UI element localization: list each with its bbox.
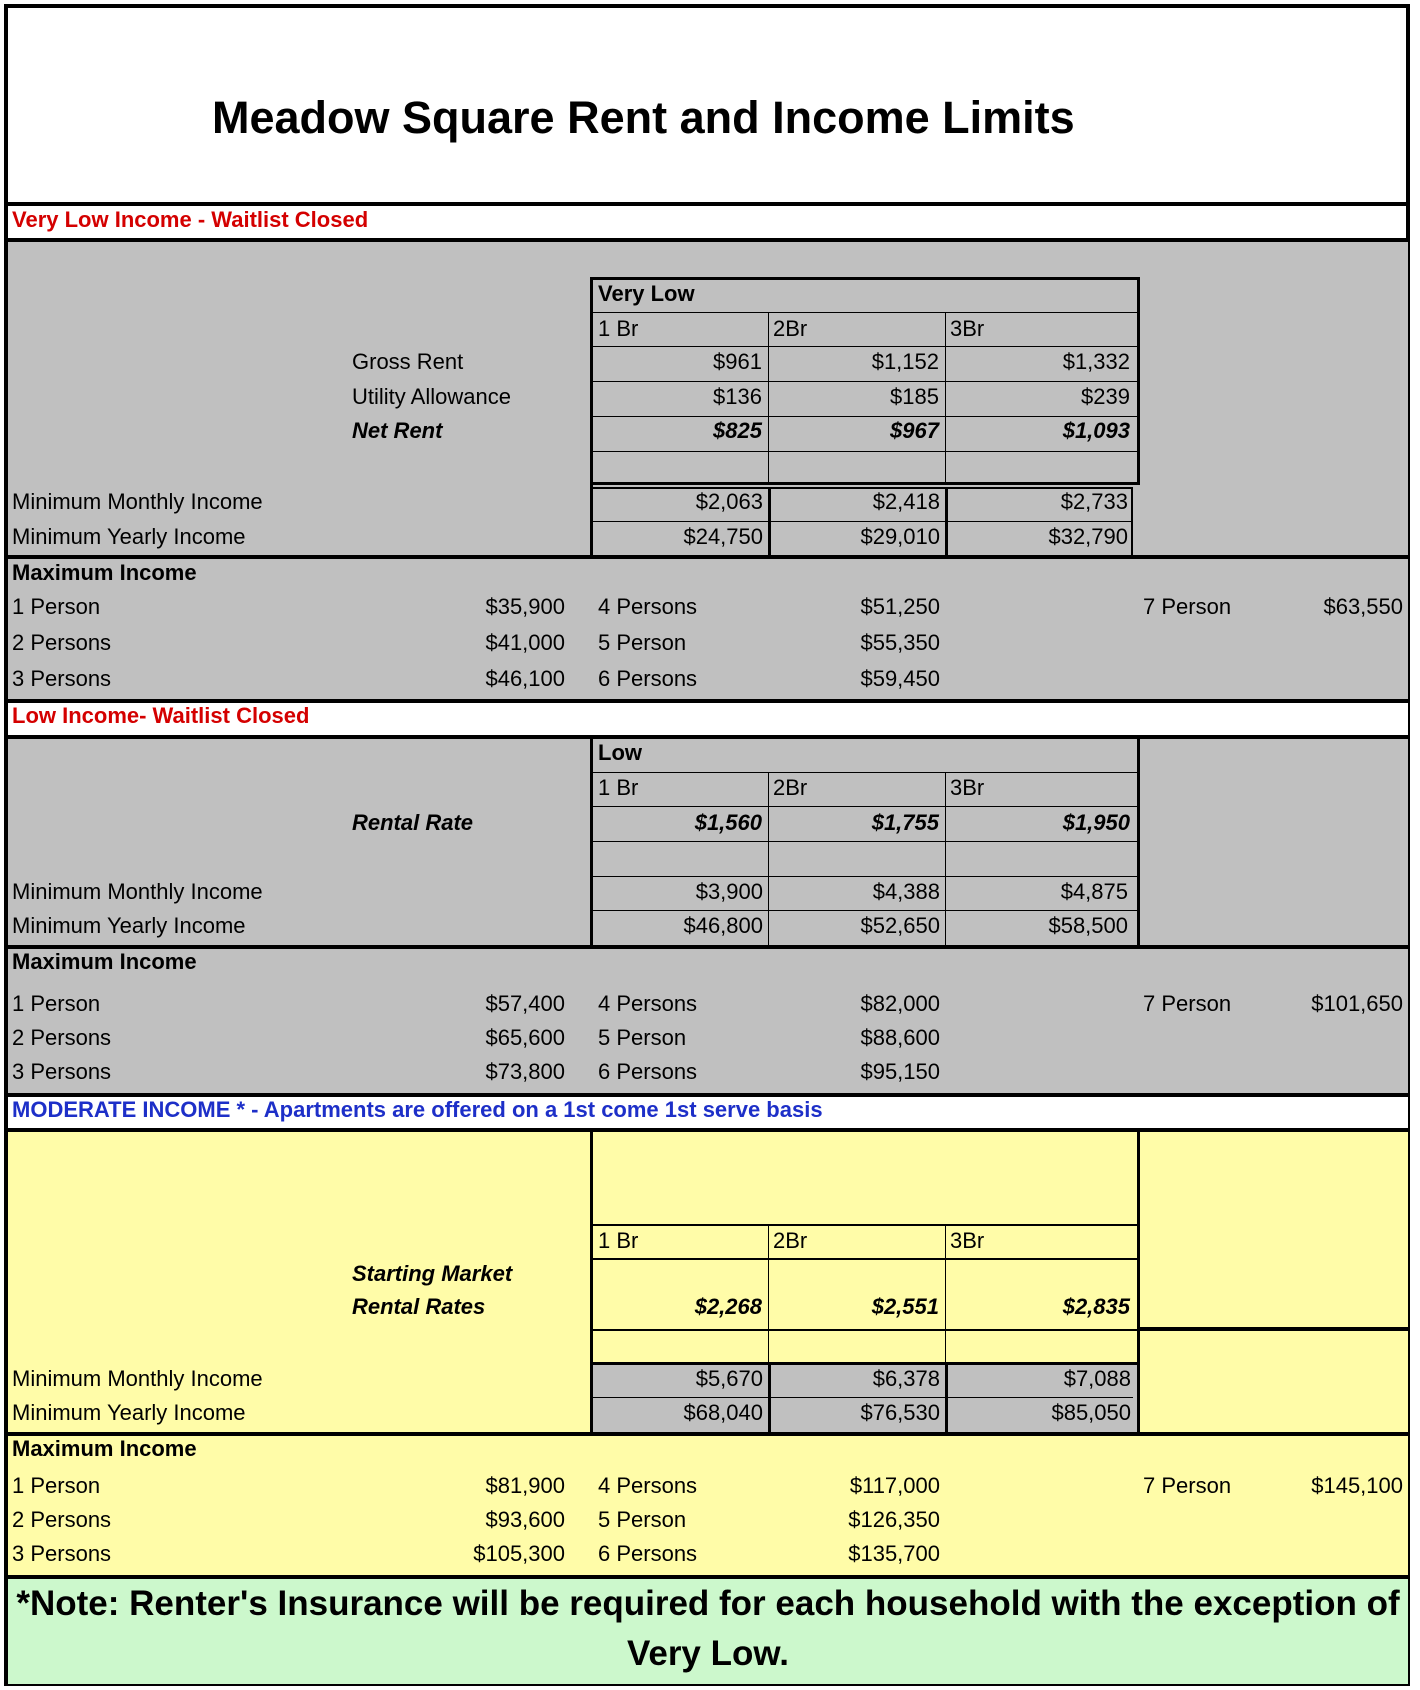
note-line-1: *Note: Renter's Insurance will be required for each household with the exception of [16,1584,1400,1623]
low-col-2br: 2Br [773,775,808,800]
very-low-col-1br: 1 Br [598,316,639,341]
very-low-col-2br: 2Br [773,316,808,341]
net-rent-label: Net Rent [352,418,443,443]
low-min-yearly-2br: $52,650 [860,913,940,938]
low-person-2-label: 2 Persons [12,1025,112,1050]
utility-3br: $239 [1081,384,1130,409]
gross-rent-1br: $961 [713,349,762,374]
moderate-min-yearly-2br: $76,530 [860,1400,940,1425]
mod-person-6-label: 6 Persons [598,1541,698,1566]
vl-person-4-value: $51,250 [860,594,940,619]
low-person-1-value: $57,400 [485,991,565,1016]
net-rent-1br: $825 [713,418,762,443]
vl-person-2-label: 2 Persons [12,630,112,655]
moderate-min-yearly-1br: $68,040 [683,1400,763,1425]
utility-2br: $185 [890,384,939,409]
moderate-min-monthly-1br: $5,670 [695,1366,763,1391]
vl-person-7-label: 7 Person [1143,594,1232,619]
low-col-1br: 1 Br [598,775,639,800]
low-min-yearly-label: Minimum Yearly Income [12,913,246,938]
moderate-col-1br: 1 Br [598,1228,639,1253]
mod-person-3-value: $105,300 [473,1541,565,1566]
low-min-monthly-2br: $4,388 [872,879,940,904]
very-low-banner: Very Low Income - Waitlist Closed [12,207,369,232]
low-min-monthly-3br: $4,875 [1060,879,1128,904]
mod-person-4-label: 4 Persons [598,1473,698,1498]
very-low-min-yearly-label: Minimum Yearly Income [12,524,246,549]
mod-person-6-value: $135,700 [848,1541,940,1566]
low-person-2-value: $65,600 [485,1025,565,1050]
gross-rent-label: Gross Rent [352,349,464,374]
utility-1br: $136 [713,384,762,409]
mod-person-3-label: 3 Persons [12,1541,112,1566]
mod-person-1-value: $81,900 [485,1473,565,1498]
low-person-7-label: 7 Person [1143,991,1232,1016]
moderate-min-yearly-3br: $85,050 [1051,1400,1131,1425]
mod-person-5-label: 5 Person [598,1507,687,1532]
vl-person-1-label: 1 Person [12,594,101,619]
low-person-3-label: 3 Persons [12,1059,112,1084]
starting-market-label: Starting Market [352,1261,513,1286]
vl-person-7-value: $63,550 [1323,594,1403,619]
vl-person-1-value: $35,900 [485,594,565,619]
low-rental-rate-1br: $1,560 [694,810,762,835]
moderate-col-3br: 3Br [950,1228,985,1253]
moderate-min-monthly-3br: $7,088 [1063,1366,1131,1391]
low-person-5-label: 5 Person [598,1025,687,1050]
note-line-2: Very Low. [626,1634,790,1673]
low-min-yearly-1br: $46,800 [683,913,763,938]
mod-person-1-label: 1 Person [12,1473,101,1498]
gross-rent-2br: $1,152 [871,349,939,374]
low-min-monthly-1br: $3,900 [695,879,763,904]
very-low-max-income-label: Maximum Income [12,560,197,585]
utility-allowance-label: Utility Allowance [352,384,511,409]
mod-person-2-label: 2 Persons [12,1507,112,1532]
low-min-yearly-3br: $58,500 [1048,913,1128,938]
moderate-rental-rate-2br: $2,551 [871,1294,939,1319]
very-low-min-monthly-label: Minimum Monthly Income [12,489,263,514]
vl-person-5-label: 5 Person [598,630,687,655]
low-table-header: Low [598,740,642,765]
moderate-max-income-section [8,1436,1408,1575]
low-banner: Low Income- Waitlist Closed [12,703,310,728]
low-rental-rate-2br: $1,755 [871,810,939,835]
note-text [8,1579,1408,1684]
mod-person-7-label: 7 Person [1143,1473,1232,1498]
low-person-6-value: $95,150 [860,1059,940,1084]
rental-rates-label: Rental Rates [352,1294,486,1319]
moderate-min-monthly-label: Minimum Monthly Income [12,1366,263,1391]
gross-rent-3br: $1,332 [1062,349,1130,374]
low-person-4-label: 4 Persons [598,991,698,1016]
low-rental-rate-3br: $1,950 [1062,810,1130,835]
low-max-income-label: Maximum Income [12,949,197,974]
vl-person-6-value: $59,450 [860,666,940,691]
vl-person-4-label: 4 Persons [598,594,698,619]
low-person-1-label: 1 Person [12,991,101,1016]
mod-person-4-value: $117,000 [849,1473,940,1498]
moderate-min-yearly-label: Minimum Yearly Income [12,1400,246,1425]
low-person-7-value: $101,650 [1311,991,1403,1016]
moderate-banner: MODERATE INCOME * - Apartments are offered on a 1st come 1st serve basis [12,1097,823,1122]
rental-rate-label: Rental Rate [352,810,474,835]
net-rent-2br: $967 [890,418,939,443]
low-min-monthly-label: Minimum Monthly Income [12,879,263,904]
vl-person-6-label: 6 Persons [598,666,698,691]
vl-person-3-value: $46,100 [485,666,565,691]
moderate-max-income-label: Maximum Income [12,1436,197,1461]
very-low-min-yearly-2br: $29,010 [860,524,940,549]
mod-person-5-value: $126,350 [848,1507,940,1532]
very-low-min-monthly-1br: $2,063 [695,489,763,514]
moderate-rental-rate-3br: $2,835 [1062,1294,1130,1319]
mod-person-7-value: $145,100 [1311,1473,1403,1498]
vl-person-3-label: 3 Persons [12,666,112,691]
low-person-3-value: $73,800 [485,1059,565,1084]
very-low-col-3br: 3Br [950,316,985,341]
low-col-3br: 3Br [950,775,985,800]
very-low-table-header: Very Low [598,281,695,306]
low-person-5-value: $88,600 [860,1025,940,1050]
vl-person-2-value: $41,000 [485,630,565,655]
very-low-min-monthly-2br: $2,418 [872,489,940,514]
moderate-rental-rate-1br: $2,268 [694,1294,762,1319]
vl-person-5-value: $55,350 [860,630,940,655]
very-low-max-income-section [8,559,1408,699]
page-title: Meadow Square Rent and Income Limits [212,92,1075,143]
very-low-min-monthly-3br: $2,733 [1060,489,1128,514]
low-max-income-section [8,949,1408,1093]
very-low-min-yearly-3br: $32,790 [1048,524,1128,549]
mod-person-2-value: $93,600 [485,1507,565,1532]
low-person-4-value: $82,000 [860,991,940,1016]
very-low-min-yearly-1br: $24,750 [683,524,763,549]
moderate-col-2br: 2Br [773,1228,808,1253]
low-person-6-label: 6 Persons [598,1059,698,1084]
net-rent-3br: $1,093 [1062,418,1130,443]
moderate-min-monthly-2br: $6,378 [872,1366,940,1391]
